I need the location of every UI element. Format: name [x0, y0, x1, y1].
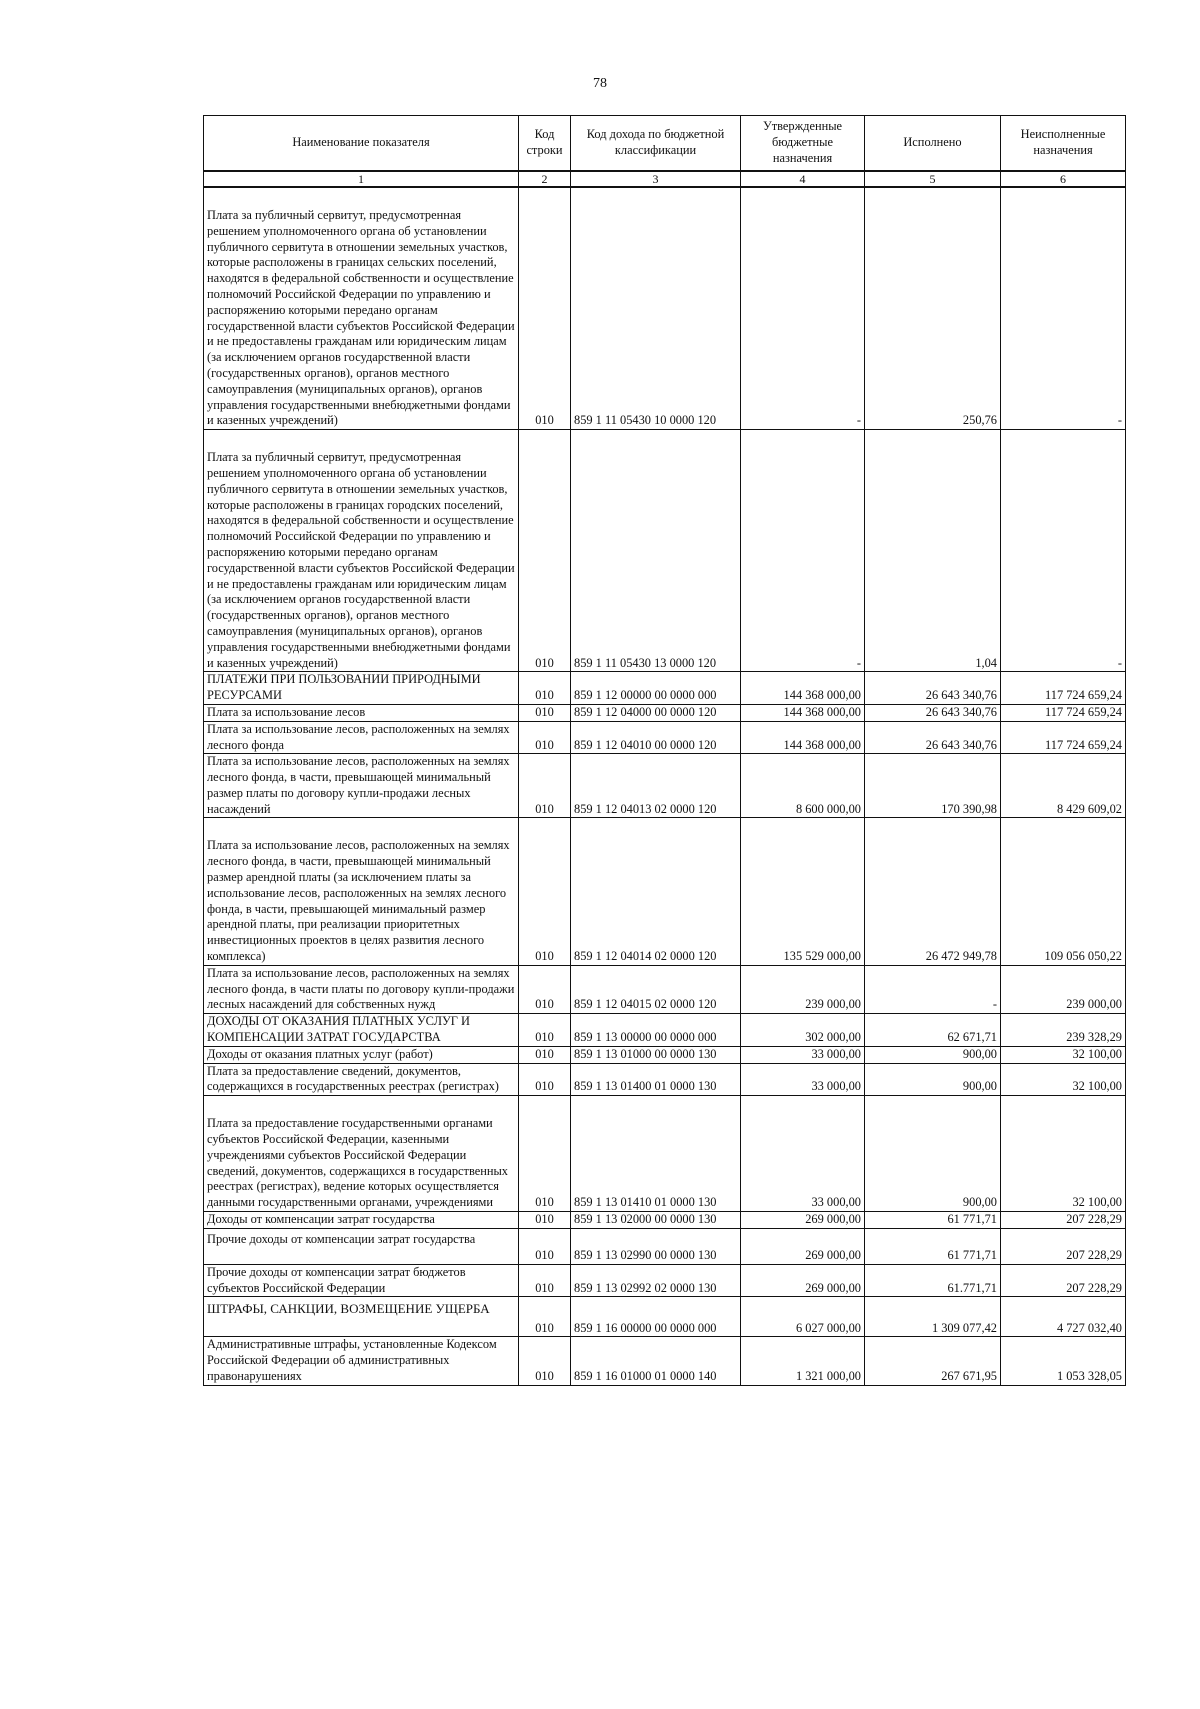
column-number-row [204, 171, 1126, 187]
executed-amount: 26 643 340,76 [865, 721, 1001, 754]
line-code: 010 [519, 721, 571, 754]
header-line-code: Код строки [519, 116, 571, 172]
indicator-name: Плата за предоставление государственными органами субъектов Российской Федерации, казенными учреждениями субъектов Российской Федерации сведений, документов, содержащихся в государственных реестрах (регистрах), ведение которых осуществляется данными государственными органами, учреждениями [204, 1096, 519, 1212]
income-code: 859 1 13 02992 02 0000 130 [571, 1264, 741, 1297]
line-code: 010 [519, 1337, 571, 1385]
column-number: 4 [741, 171, 865, 187]
unexecuted-amount: 32 100,00 [1001, 1063, 1126, 1096]
approved-amount: 6 027 000,00 [741, 1297, 865, 1337]
unexecuted-amount: 109 056 050,22 [1001, 818, 1126, 965]
column-number: 5 [865, 171, 1001, 187]
table-row [204, 1096, 1126, 1212]
table-row [204, 1297, 1126, 1337]
executed-amount: 900,00 [865, 1096, 1001, 1212]
income-code: 859 1 12 00000 00 0000 000 [571, 672, 741, 705]
approved-amount: 8 600 000,00 [741, 754, 865, 818]
unexecuted-amount: 117 724 659,24 [1001, 721, 1126, 754]
table-row [204, 1337, 1126, 1385]
indicator-name: Административные штрафы, установленные Кодексом Российской Федерации об административных правонарушениях [204, 1337, 519, 1385]
line-code: 010 [519, 1096, 571, 1212]
unexecuted-amount: 239 328,29 [1001, 1014, 1126, 1047]
income-code: 859 1 12 04015 02 0000 120 [571, 965, 741, 1013]
income-code: 859 1 12 04000 00 0000 120 [571, 704, 741, 721]
income-code: 859 1 16 00000 00 0000 000 [571, 1297, 741, 1337]
line-code: 010 [519, 704, 571, 721]
column-number: 1 [204, 171, 519, 187]
indicator-name: Плата за использование лесов [204, 704, 519, 721]
executed-amount: 26 472 949,78 [865, 818, 1001, 965]
executed-amount: 61.771,71 [865, 1264, 1001, 1297]
line-code: 010 [519, 818, 571, 965]
line-code: 010 [519, 672, 571, 705]
executed-amount: 1,04 [865, 430, 1001, 672]
executed-amount: 250,76 [865, 187, 1001, 430]
income-code: 859 1 12 04010 00 0000 120 [571, 721, 741, 754]
table-row [204, 721, 1126, 754]
column-number: 6 [1001, 171, 1126, 187]
unexecuted-amount: 207 228,29 [1001, 1228, 1126, 1264]
table-row [204, 672, 1126, 705]
approved-amount: 33 000,00 [741, 1063, 865, 1096]
table-row [204, 704, 1126, 721]
executed-amount: 267 671,95 [865, 1337, 1001, 1385]
approved-amount: 144 368 000,00 [741, 672, 865, 705]
indicator-name: Плата за использование лесов, расположенных на землях лесного фонда, в части, превышающей минимальный размер платы по договору купли-продажи лесных насаждений [204, 754, 519, 818]
indicator-name: ПЛАТЕЖИ ПРИ ПОЛЬЗОВАНИИ ПРИРОДНЫМИ РЕСУРСАМИ [204, 672, 519, 705]
income-code: 859 1 13 01410 01 0000 130 [571, 1096, 741, 1212]
income-code: 859 1 13 02000 00 0000 130 [571, 1212, 741, 1229]
page-number: 78 [593, 76, 607, 91]
executed-amount: 61 771,71 [865, 1212, 1001, 1229]
indicator-name: ДОХОДЫ ОТ ОКАЗАНИЯ ПЛАТНЫХ УСЛУГ И КОМПЕНСАЦИИ ЗАТРАТ ГОСУДАРСТВА [204, 1014, 519, 1047]
approved-amount: 269 000,00 [741, 1212, 865, 1229]
unexecuted-amount: 207 228,29 [1001, 1212, 1126, 1229]
executed-amount: 900,00 [865, 1063, 1001, 1096]
table-row [204, 1063, 1126, 1096]
header-approved: Утвержденные бюджетные назначения [741, 116, 865, 172]
line-code: 010 [519, 1063, 571, 1096]
indicator-name: ШТРАФЫ, САНКЦИИ, ВОЗМЕЩЕНИЕ УЩЕРБА [204, 1297, 519, 1337]
line-code: 010 [519, 1228, 571, 1264]
table-row [204, 187, 1126, 430]
table-row [204, 1046, 1126, 1063]
column-number: 3 [571, 171, 741, 187]
executed-amount: - [865, 965, 1001, 1013]
unexecuted-amount: 239 000,00 [1001, 965, 1126, 1013]
budget-report-table [203, 115, 1126, 1386]
unexecuted-amount: 8 429 609,02 [1001, 754, 1126, 818]
indicator-name: Плата за публичный сервитут, предусмотренная решением уполномоченного органа об установлении публичного сервитута в отношении земельных участков, которые расположены в границах сельских поселений, находятся в федеральной собственности и осуществление полномочий Российской Федерации по управлению и распоряжению которыми передано органам государственной власти субъектов Российской Федерации и не предоставлены гражданам или юридическим лицам (за исключением органов государственной власти (государственных органов), органов местного самоуправления (муниципальных органов), органов управления государственными внебюджетными фондами и казенных учреждений) [204, 187, 519, 430]
indicator-name: Плата за использование лесов, расположенных на землях лесного фонда [204, 721, 519, 754]
header-income-code: Код дохода по бюджетной классификации [571, 116, 741, 172]
indicator-name: Доходы от оказания платных услуг (работ) [204, 1046, 519, 1063]
line-code: 010 [519, 430, 571, 672]
line-code: 010 [519, 1212, 571, 1229]
income-code: 859 1 13 00000 00 0000 000 [571, 1014, 741, 1047]
approved-amount: 1 321 000,00 [741, 1337, 865, 1385]
unexecuted-amount: 207 228,29 [1001, 1264, 1126, 1297]
approved-amount: 144 368 000,00 [741, 704, 865, 721]
table-row [204, 1212, 1126, 1229]
unexecuted-amount: 32 100,00 [1001, 1046, 1126, 1063]
line-code: 010 [519, 1264, 571, 1297]
table-row [204, 965, 1126, 1013]
executed-amount: 61 771,71 [865, 1228, 1001, 1264]
approved-amount: 33 000,00 [741, 1096, 865, 1212]
indicator-name: Плата за использование лесов, расположенных на землях лесного фонда, в части, превышающей минимальный размер арендной платы (за исключением платы за использование лесов, расположенных на землях лесного фонда, в части, превышающей минимальный размер арендной платы, при реализации приоритетных инвестиционных проектов в целях развития лесного комплекса) [204, 818, 519, 965]
executed-amount: 26 643 340,76 [865, 704, 1001, 721]
approved-amount: 33 000,00 [741, 1046, 865, 1063]
unexecuted-amount: 4 727 032,40 [1001, 1297, 1126, 1337]
unexecuted-amount: 117 724 659,24 [1001, 704, 1126, 721]
indicator-name: Плата за публичный сервитут, предусмотренная решением уполномоченного органа об установлении публичного сервитута в отношении земельных участков, которые расположены в границах городских поселений, находятся в федеральной собственности и осуществление полномочий Российской Федерации по управлению и распоряжению которыми передано органам государственной власти субъектов Российской Федерации и не предоставлены гражданам или юридическим лицам (за исключением органов государственной власти (государственных органов), органов местного самоуправления (муниципальных органов), органов управления государственными внебюджетными фондами и казенных учреждений) [204, 430, 519, 672]
table-row [204, 1264, 1126, 1297]
line-code: 010 [519, 1014, 571, 1047]
approved-amount: 239 000,00 [741, 965, 865, 1013]
executed-amount: 170 390,98 [865, 754, 1001, 818]
approved-amount: 269 000,00 [741, 1228, 865, 1264]
column-number: 2 [519, 171, 571, 187]
table-row [204, 430, 1126, 672]
approved-amount: 269 000,00 [741, 1264, 865, 1297]
indicator-name: Доходы от компенсации затрат государства [204, 1212, 519, 1229]
unexecuted-amount: 32 100,00 [1001, 1096, 1126, 1212]
approved-amount: 144 368 000,00 [741, 721, 865, 754]
approved-amount: 302 000,00 [741, 1014, 865, 1047]
table-row [204, 754, 1126, 818]
table-row [204, 818, 1126, 965]
indicator-name: Прочие доходы от компенсации затрат государства [204, 1228, 519, 1264]
unexecuted-amount: - [1001, 430, 1126, 672]
executed-amount: 900,00 [865, 1046, 1001, 1063]
indicator-name: Плата за предоставление сведений, документов, содержащихся в государственных реестрах (регистрах) [204, 1063, 519, 1096]
line-code: 010 [519, 965, 571, 1013]
income-code: 859 1 12 04013 02 0000 120 [571, 754, 741, 818]
unexecuted-amount: 117 724 659,24 [1001, 672, 1126, 705]
income-code: 859 1 13 01000 00 0000 130 [571, 1046, 741, 1063]
approved-amount: - [741, 187, 865, 430]
income-code: 859 1 11 05430 10 0000 120 [571, 187, 741, 430]
line-code: 010 [519, 187, 571, 430]
unexecuted-amount: 1 053 328,05 [1001, 1337, 1126, 1385]
header-executed: Исполнено [865, 116, 1001, 172]
income-code: 859 1 11 05430 13 0000 120 [571, 430, 741, 672]
table-row [204, 1228, 1126, 1264]
income-code: 859 1 12 04014 02 0000 120 [571, 818, 741, 965]
indicator-name: Прочие доходы от компенсации затрат бюджетов субъектов Российской Федерации [204, 1264, 519, 1297]
header-name: Наименование показателя [204, 116, 519, 172]
unexecuted-amount: - [1001, 187, 1126, 430]
executed-amount: 62 671,71 [865, 1014, 1001, 1047]
approved-amount: - [741, 430, 865, 672]
income-code: 859 1 13 01400 01 0000 130 [571, 1063, 741, 1096]
header-unexecuted: Неисполненные назначения [1001, 116, 1126, 172]
indicator-name: Плата за использование лесов, расположенных на землях лесного фонда, в части платы по договору купли-продажи лесных насаждений для собственных нужд [204, 965, 519, 1013]
income-code: 859 1 13 02990 00 0000 130 [571, 1228, 741, 1264]
executed-amount: 26 643 340,76 [865, 672, 1001, 705]
line-code: 010 [519, 754, 571, 818]
table-row [204, 1014, 1126, 1047]
executed-amount: 1 309 077,42 [865, 1297, 1001, 1337]
approved-amount: 135 529 000,00 [741, 818, 865, 965]
income-code: 859 1 16 01000 01 0000 140 [571, 1337, 741, 1385]
line-code: 010 [519, 1297, 571, 1337]
line-code: 010 [519, 1046, 571, 1063]
table-header-row [204, 116, 1126, 172]
